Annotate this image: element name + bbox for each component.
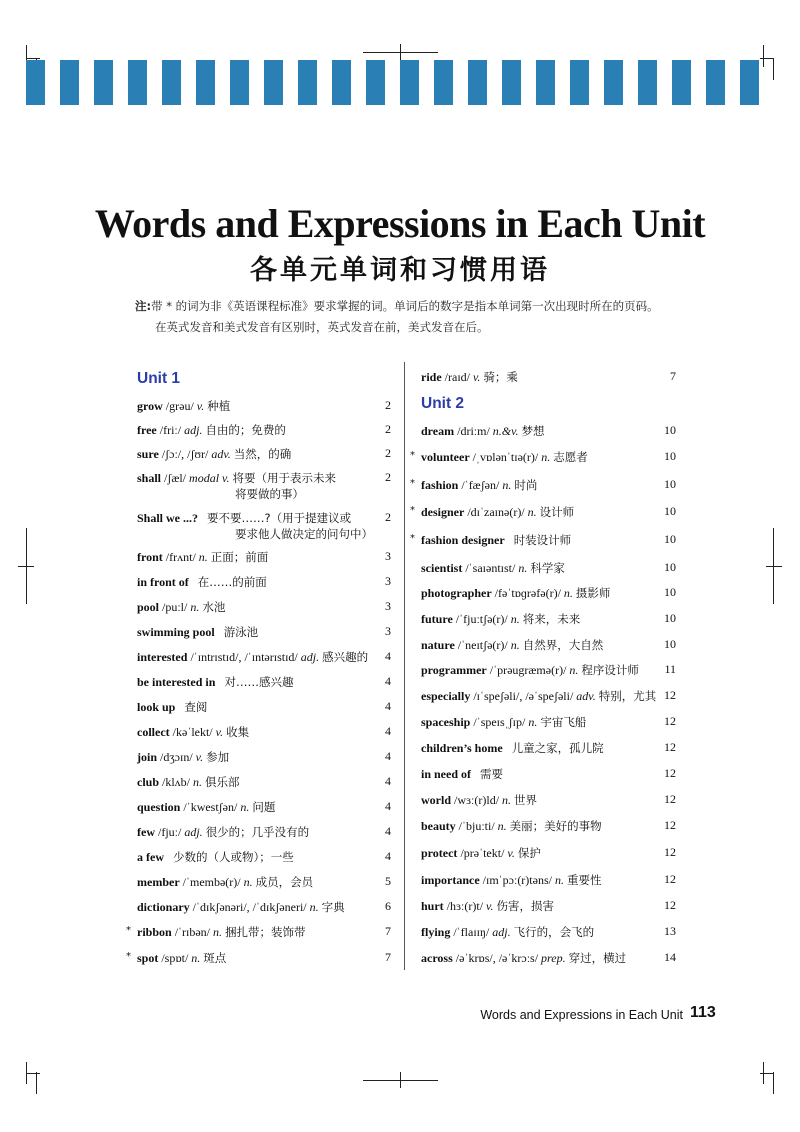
vocab-pronunciation: /ˈdɪkʃənəri/, /ˈdɪkʃəneri/ (192, 900, 307, 914)
stripe-bar (502, 60, 521, 105)
vocab-meaning: 将要（用于表示未来 (232, 471, 336, 485)
vocab-entry (137, 470, 385, 502)
vocab-page-number: 12 (664, 845, 676, 859)
vocab-meaning: 时装设计师 (513, 533, 572, 547)
crop-mark (760, 1073, 774, 1074)
vocab-pronunciation: /dɪˈzaɪnə(r)/ (467, 505, 525, 519)
vocab-word: sure (137, 447, 159, 461)
vocab-word: fashion designer (421, 533, 505, 547)
vocab-word: front (137, 550, 163, 564)
vocab-page-number: 2 (385, 422, 391, 436)
vocab-meaning: 自然界，大自然 (522, 638, 604, 652)
vocab-part-of-speech: modal v. (189, 471, 230, 485)
vocab-entry (421, 740, 670, 756)
vocab-pronunciation: /ˈspeɪsˌʃɪp/ (473, 715, 526, 729)
vocab-part-of-speech: n.&v. (492, 424, 519, 438)
stripe-bar (400, 60, 419, 105)
vocab-meaning: 保护 (517, 846, 541, 860)
vocab-page-number: 12 (664, 818, 676, 832)
vocab-entry (137, 446, 385, 462)
stripe-bar (570, 60, 589, 105)
vocab-pronunciation: /ˈkwestʃən/ (183, 800, 238, 814)
vocab-pronunciation: /ˈneɪtʃə(r)/ (457, 638, 508, 652)
vocab-pronunciation: /ˈɪntrɪstɪd/, /ˈɪntərɪstɪd/ (190, 650, 298, 664)
vocab-word: future (421, 612, 453, 626)
vocab-part-of-speech: n. (193, 775, 203, 789)
vocab-page-number: 3 (385, 549, 391, 563)
vocab-pronunciation: /frʌnt/ (165, 550, 196, 564)
vocab-word: ribbon (137, 925, 172, 939)
vocab-entry (137, 899, 385, 915)
vocab-star-marker: * (410, 533, 415, 544)
header-stripe-band (26, 60, 774, 105)
vocab-word: swimming pool (137, 625, 215, 639)
vocab-meaning: 美丽；美好的事物 (509, 819, 602, 833)
vocab-entry (137, 549, 385, 565)
vocab-pronunciation: /wɜː(r)ld/ (454, 793, 500, 807)
vocab-word: free (137, 423, 157, 437)
vocab-page-number: 10 (664, 532, 676, 546)
vocab-meaning: 科学家 (530, 561, 565, 575)
vocab-pronunciation: /ˈflaɪɪŋ/ (453, 925, 490, 939)
vocab-pronunciation: /ˈfjuːtʃə(r)/ (455, 612, 508, 626)
vocab-pronunciation: /ˌvɒlənˈtɪə(r)/ (472, 450, 539, 464)
vocab-part-of-speech: n. (554, 873, 564, 887)
vocab-part-of-speech: n. (198, 550, 208, 564)
vocab-meaning: 当然，的确 (233, 447, 292, 461)
vocab-page-number: 12 (664, 872, 676, 886)
vocab-meaning: 游泳池 (223, 625, 259, 639)
stripe-bar (332, 60, 351, 105)
vocab-page-number: 3 (385, 599, 391, 613)
vocab-word: especially (421, 689, 471, 703)
vocab-word: dream (421, 424, 455, 438)
vocab-word: question (137, 800, 181, 814)
vocab-entry (421, 423, 670, 439)
vocab-part-of-speech: v. (196, 399, 205, 413)
vocab-word: collect (137, 725, 170, 739)
note-line-1 (135, 298, 695, 314)
vocab-meaning: 水池 (202, 600, 226, 614)
vocab-meaning: 特别，尤其 (598, 689, 657, 703)
vocab-meaning: 穿过，横过 (568, 951, 627, 965)
vocab-meaning: 收集 (226, 725, 250, 739)
vocab-meaning: 字典 (321, 900, 345, 914)
vocab-entry (137, 624, 385, 640)
vocab-page-number: 10 (664, 477, 676, 491)
vocab-entry (137, 924, 385, 940)
vocab-entry (421, 449, 670, 465)
note-text-1: 带 * 的词为非《英语课程标准》要求掌握的词。单词后的数字是指本单词第一次出现时所在的页码。 (151, 299, 659, 313)
vocab-meaning-continued: 要求他人做决定的问句中） (235, 527, 373, 541)
vocab-word: pool (137, 600, 160, 614)
vocab-entry (421, 662, 670, 678)
vocab-page-number: 10 (664, 611, 676, 625)
vocab-part-of-speech: v. (473, 370, 481, 384)
vocab-entry (421, 950, 670, 966)
vocab-word: fashion (421, 478, 459, 492)
vocab-word: protect (421, 846, 458, 860)
page-title-chinese: 各单元单词和习惯用语 (250, 255, 550, 286)
stripe-bar (230, 60, 249, 105)
vocab-word: spaceship (421, 715, 471, 729)
vocab-part-of-speech: n. (510, 638, 520, 652)
vocab-entry (421, 611, 670, 627)
stripe-bar (196, 60, 215, 105)
vocab-word: Shall we ...? (137, 511, 199, 525)
vocab-word: volunteer (421, 450, 470, 464)
stripe-bar (638, 60, 657, 105)
stripe-bar (740, 60, 759, 105)
vocab-part-of-speech: n. (502, 793, 512, 807)
vocab-part-of-speech: n. (569, 663, 579, 677)
vocab-page-number: 4 (385, 849, 391, 863)
stripe-bar (128, 60, 147, 105)
vocab-entry (137, 574, 385, 590)
vocab-entry (137, 749, 385, 765)
vocab-page-number: 4 (385, 724, 391, 738)
vocab-entry (137, 599, 385, 615)
vocab-meaning: 查阅 (184, 700, 208, 714)
vocab-part-of-speech: adv. (576, 689, 596, 703)
vocab-meaning: 少数的（人或物）；一些 (173, 850, 294, 864)
vocab-entry (137, 774, 385, 790)
vocab-meaning: 需要 (480, 767, 504, 781)
vocab-meaning: 正面；前面 (210, 550, 269, 564)
vocab-meaning: 摄影师 (575, 586, 611, 600)
vocab-page-number: 10 (664, 585, 676, 599)
vocab-word: shall (137, 471, 162, 485)
crop-mark (773, 1072, 774, 1094)
vocab-part-of-speech: n. (510, 612, 520, 626)
vocab-entry (421, 585, 670, 601)
vocab-word: spot (137, 951, 159, 965)
vocab-part-of-speech: adj. (184, 423, 203, 437)
vocab-pronunciation: /ˈrɪbən/ (174, 925, 211, 939)
vocab-part-of-speech: n. (563, 586, 573, 600)
vocab-entry (137, 824, 385, 840)
stripe-bar (264, 60, 283, 105)
vocab-page-number: 10 (664, 560, 676, 574)
page-number: 113 (690, 1004, 716, 1021)
vocab-word: scientist (421, 561, 463, 575)
vocab-meaning: 志愿者 (553, 450, 588, 464)
vocab-word: children’s home (421, 741, 503, 755)
vocab-page-number: 10 (664, 449, 676, 463)
vocab-entry (421, 637, 670, 653)
vocab-page-number: 10 (664, 637, 676, 651)
vocab-star-marker: * (126, 951, 131, 962)
vocab-entry (421, 818, 670, 834)
note-line-2 (155, 319, 715, 335)
vocab-pronunciation: /ʃæl/ (164, 471, 187, 485)
vocab-page-number: 12 (664, 898, 676, 912)
vocab-pronunciation: /spɒt/ (161, 951, 189, 965)
crop-mark (18, 566, 34, 567)
vocab-part-of-speech: adj. (492, 925, 511, 939)
vocab-meaning: 骑；乘 (483, 370, 518, 384)
vocab-part-of-speech: n. (528, 715, 538, 729)
vocab-word: importance (421, 873, 480, 887)
vocab-part-of-speech: n. (191, 951, 201, 965)
vocab-word: a few (137, 850, 164, 864)
vocab-meaning: 在……的前面 (197, 575, 267, 589)
vocab-word: member (137, 875, 180, 889)
column-divider (404, 362, 405, 970)
vocab-page-number: 12 (664, 714, 676, 728)
vocab-pronunciation: /prəˈtekt/ (460, 846, 505, 860)
vocab-meaning: 重要性 (566, 873, 602, 887)
vocab-entry (137, 874, 385, 890)
vocab-word: few (137, 825, 155, 839)
vocab-meaning: 设计师 (539, 505, 575, 519)
crop-mark (400, 1072, 401, 1088)
footer-title: Words and Expressions in Each Unit (480, 1008, 683, 1022)
vocab-entry (421, 504, 670, 520)
vocab-page-number: 4 (385, 674, 391, 688)
vocab-page-number: 4 (385, 799, 391, 813)
vocab-meaning: 参加 (206, 750, 230, 764)
vocab-word: world (421, 793, 451, 807)
crop-mark (36, 1072, 37, 1094)
stripe-bar (468, 60, 487, 105)
vocab-word: hurt (421, 899, 444, 913)
stripe-bar (298, 60, 317, 105)
vocab-entry (137, 724, 385, 740)
stripe-bar (366, 60, 385, 105)
vocab-meaning: 俱乐部 (205, 775, 240, 789)
vocab-pronunciation: /fjuː/ (158, 825, 182, 839)
vocab-pronunciation: /puːl/ (162, 600, 188, 614)
vocab-part-of-speech: prep. (541, 951, 566, 965)
vocab-word: be interested in (137, 675, 216, 689)
vocab-word: nature (421, 638, 455, 652)
vocab-entry (421, 477, 670, 493)
vocab-entry (137, 849, 385, 865)
vocab-pronunciation: /grəu/ (165, 399, 194, 413)
crop-mark (26, 1073, 40, 1074)
crop-mark (760, 58, 774, 59)
unit-2-heading: Unit 2 (421, 395, 465, 412)
vocab-pronunciation: /əˈkrɒs/, /əˈkrɔːs/ (455, 951, 539, 965)
stripe-bar (162, 60, 181, 105)
vocab-meaning: 对……感兴趣 (224, 675, 294, 689)
vocab-part-of-speech: v. (486, 899, 494, 913)
vocab-entry (421, 924, 670, 940)
vocab-word: in need of (421, 767, 472, 781)
vocab-meaning-continued: 将要做的事） (235, 487, 304, 501)
vocab-meaning: 要不要……?（用于提建议或 (207, 511, 352, 525)
vocab-pronunciation: /ˈmembə(r)/ (182, 875, 241, 889)
vocab-part-of-speech: v. (507, 846, 515, 860)
vocab-page-number: 4 (385, 699, 391, 713)
vocab-part-of-speech: n. (527, 505, 537, 519)
vocab-star-marker: * (410, 450, 415, 461)
vocab-meaning: 将来，未来 (522, 612, 581, 626)
vocab-page-number: 4 (385, 824, 391, 838)
vocab-part-of-speech: n. (541, 450, 551, 464)
vocab-page-number: 12 (664, 688, 676, 702)
vocab-pronunciation: /ˈfæʃən/ (461, 478, 500, 492)
vocab-entry (421, 872, 670, 888)
vocab-meaning: 捆扎带；装饰带 (225, 925, 306, 939)
vocab-word: photographer (421, 586, 492, 600)
vocab-page-number: 12 (664, 792, 676, 806)
vocab-pronunciation: /driːm/ (457, 424, 490, 438)
stripe-bar (94, 60, 113, 105)
vocab-part-of-speech: v. (215, 725, 224, 739)
vocab-page-number: 2 (385, 470, 391, 484)
vocab-page-number: 2 (385, 446, 391, 460)
vocab-word: across (421, 951, 453, 965)
unit-1-heading: Unit 1 (137, 370, 181, 387)
vocab-part-of-speech: n. (497, 819, 507, 833)
vocab-meaning: 宇宙飞船 (540, 715, 587, 729)
crop-mark (400, 44, 401, 60)
vocab-page-number: 13 (664, 924, 676, 938)
vocab-meaning: 种植 (207, 399, 231, 413)
vocab-pronunciation: /kəˈlekt/ (172, 725, 213, 739)
vocab-page-number: 4 (385, 749, 391, 763)
vocab-entry (421, 688, 670, 704)
vocab-page-number: 2 (385, 510, 391, 524)
vocab-word: programmer (421, 663, 487, 677)
note-text-2: 在英式发音和美式发音有区别时，英式发音在前，美式发音在后。 (155, 320, 489, 334)
vocab-entry (421, 898, 670, 914)
vocab-page-number: 7 (385, 950, 391, 964)
vocab-page-number: 3 (385, 574, 391, 588)
vocab-page-number: 12 (664, 740, 676, 754)
vocab-page-number: 5 (385, 874, 391, 888)
vocab-entry (421, 792, 670, 808)
vocab-meaning: 飞行的，会飞的 (513, 925, 595, 939)
vocab-meaning: 自由的；免费的 (205, 423, 286, 437)
stripe-bar (604, 60, 623, 105)
page-title-english: Words and Expressions in Each Unit (94, 201, 706, 246)
vocab-page-number: 12 (664, 766, 676, 780)
vocab-meaning: 感兴趣的 (322, 650, 369, 664)
vocab-part-of-speech: n. (213, 925, 223, 939)
vocab-entry (137, 422, 385, 438)
vocab-part-of-speech: n. (240, 800, 250, 814)
vocab-page-number: 7 (385, 924, 391, 938)
vocab-page-number: 10 (664, 423, 676, 437)
vocab-part-of-speech: n. (309, 900, 319, 914)
vocab-entry (137, 674, 385, 690)
vocab-part-of-speech: adj. (184, 825, 203, 839)
vocab-pronunciation: /ˈbjuːti/ (458, 819, 495, 833)
vocab-word: join (137, 750, 158, 764)
vocab-pronunciation: /ˈsaɪəntɪst/ (465, 561, 516, 575)
vocab-pronunciation: /friː/ (159, 423, 182, 437)
note-label: 注: (135, 299, 152, 313)
vocab-word: dictionary (137, 900, 190, 914)
vocab-meaning: 很少的；几乎没有的 (205, 825, 310, 839)
stripe-bar (26, 60, 45, 105)
vocab-entry (137, 649, 385, 665)
vocab-pronunciation: /dʒɔɪn/ (160, 750, 193, 764)
vocab-part-of-speech: n. (518, 561, 528, 575)
vocab-pronunciation: /hɜː(r)t/ (446, 899, 484, 913)
vocab-word: designer (421, 505, 465, 519)
vocab-page-number: 11 (664, 662, 676, 676)
vocab-entry (421, 532, 670, 548)
vocab-page-number: 14 (664, 950, 676, 964)
vocab-meaning: 问题 (252, 800, 276, 814)
vocab-part-of-speech: n. (502, 478, 512, 492)
crop-mark (766, 566, 782, 567)
vocab-meaning: 程序设计师 (581, 663, 639, 677)
vocab-word: club (137, 775, 160, 789)
vocab-part-of-speech: n. (190, 600, 200, 614)
vocab-entry (137, 699, 385, 715)
vocab-pronunciation: /raɪd/ (444, 370, 470, 384)
stripe-bar (706, 60, 725, 105)
vocab-entry (137, 510, 385, 542)
vocab-entry (421, 560, 670, 576)
vocab-pronunciation: /fəˈtɒɡrəfə(r)/ (494, 586, 561, 600)
vocab-page-number: 7 (670, 369, 676, 383)
vocab-star-marker: * (126, 925, 131, 936)
vocab-meaning: 时尚 (514, 478, 538, 492)
vocab-word: in front of (137, 575, 189, 589)
stripe-bar (536, 60, 555, 105)
vocab-page-number: 10 (664, 504, 676, 518)
vocab-pronunciation: /ɪˈspeʃəli/, /əˈspeʃəli/ (473, 689, 574, 703)
vocab-word: beauty (421, 819, 456, 833)
vocab-word: ride (421, 370, 442, 384)
vocab-meaning: 儿童之家，孤儿院 (511, 741, 604, 755)
vocab-page-number: 6 (385, 899, 391, 913)
vocab-part-of-speech: adv. (211, 447, 231, 461)
vocab-pronunciation: /ɪmˈpɔː(r)təns/ (482, 873, 552, 887)
vocab-entry (137, 398, 385, 414)
crop-mark (26, 58, 40, 59)
vocab-entry (421, 766, 670, 782)
vocab-word: grow (137, 399, 163, 413)
vocab-entry (421, 714, 670, 730)
vocab-meaning: 成员，会员 (255, 875, 314, 889)
vocab-page-number: 4 (385, 774, 391, 788)
vocab-page-number: 2 (385, 398, 391, 412)
stripe-bar (60, 60, 79, 105)
vocab-pronunciation: /ʃɔː/, /ʃʊr/ (161, 447, 209, 461)
vocab-star-marker: * (410, 505, 415, 516)
stripe-bar (434, 60, 453, 105)
vocab-entry (421, 845, 670, 861)
vocab-meaning: 梦想 (521, 424, 545, 438)
vocab-meaning: 斑点 (203, 951, 227, 965)
vocab-entry (137, 950, 385, 966)
vocab-star-marker: * (410, 478, 415, 489)
vocab-meaning: 伤害，损害 (496, 899, 554, 913)
stripe-bar (672, 60, 691, 105)
vocab-page-number: 4 (385, 649, 391, 663)
vocab-part-of-speech: n. (243, 875, 253, 889)
vocab-page-number: 3 (385, 624, 391, 638)
vocab-word: flying (421, 925, 451, 939)
vocab-entry (421, 369, 670, 385)
vocab-part-of-speech: adj. (300, 650, 320, 664)
vocab-word: look up (137, 700, 176, 714)
vocab-entry (137, 799, 385, 815)
vocab-part-of-speech: v. (195, 750, 204, 764)
vocab-pronunciation: /klʌb/ (162, 775, 191, 789)
vocab-pronunciation: /ˈprəugræmə(r)/ (489, 663, 567, 677)
vocab-word: interested (137, 650, 188, 664)
vocab-meaning: 世界 (514, 793, 538, 807)
